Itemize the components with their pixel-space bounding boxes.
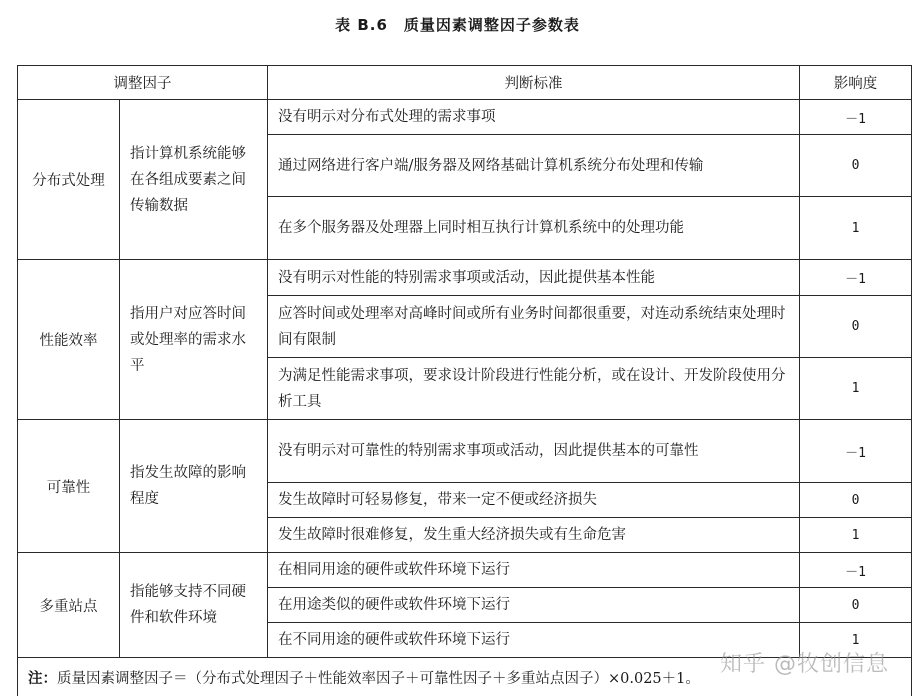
factor-definition: 指用户对应答时间或处理率的需求水平 bbox=[120, 260, 268, 420]
impact-cell: －1 bbox=[800, 260, 912, 296]
note-text: 质量因素调整因子＝（分布式处理因子＋性能效率因子＋可靠性因子＋多重站点因子）×0.025＋1。 bbox=[57, 670, 700, 687]
criterion-cell: 在相同用途的硬件或软件环境下运行 bbox=[268, 553, 800, 588]
factor-definition: 指能够支持不同硬件和软件环境 bbox=[120, 553, 268, 658]
criterion-cell: 发生故障时很难修复，发生重大经济损失或有生命危害 bbox=[268, 518, 800, 553]
criterion-cell: 没有明示对性能的特别需求事项或活动，因此提供基本性能 bbox=[268, 260, 800, 296]
impact-cell: 0 bbox=[800, 296, 912, 358]
impact-cell: 0 bbox=[800, 483, 912, 518]
table-row bbox=[18, 260, 912, 296]
impact-cell: －1 bbox=[800, 420, 912, 483]
criterion-cell: 没有明示对分布式处理的需求事项 bbox=[268, 100, 800, 135]
impact-cell: －1 bbox=[800, 553, 912, 588]
table-row bbox=[18, 100, 912, 135]
criterion-cell: 为满足性能需求事项，要求设计阶段进行性能分析，或在设计、开发阶段使用分析工具 bbox=[268, 358, 800, 420]
impact-cell: 1 bbox=[800, 197, 912, 260]
impact-cell: 1 bbox=[800, 518, 912, 553]
note-label: 注： bbox=[28, 669, 57, 687]
criterion-cell: 发生故障时可轻易修复，带来一定不便或经济损失 bbox=[268, 483, 800, 518]
factor-name: 分布式处理 bbox=[18, 100, 120, 260]
header-adjustment-factor: 调整因子 bbox=[18, 66, 268, 100]
impact-cell: －1 bbox=[800, 100, 912, 135]
criterion-cell: 应答时间或处理率对高峰时间或所有业务时间都很重要，对连动系统结束处理时间有限制 bbox=[268, 296, 800, 358]
criterion-cell: 在多个服务器及处理器上同时相互执行计算机系统中的处理功能 bbox=[268, 197, 800, 260]
header-row bbox=[18, 66, 912, 100]
header-impact: 影响度 bbox=[800, 66, 912, 100]
impact-cell: 0 bbox=[800, 588, 912, 623]
factor-name: 多重站点 bbox=[18, 553, 120, 658]
parameter-table bbox=[17, 65, 912, 696]
factor-definition: 指发生故障的影响程度 bbox=[120, 420, 268, 553]
factor-name: 性能效率 bbox=[18, 260, 120, 420]
criterion-cell: 通过网络进行客户端/服务器及网络基础计算机系统分布处理和传输 bbox=[268, 135, 800, 197]
criterion-cell: 没有明示对可靠性的特别需求事项或活动，因此提供基本的可靠性 bbox=[268, 420, 800, 483]
factor-name: 可靠性 bbox=[18, 420, 120, 553]
table-title: 表 B.6 质量因素调整因子参数表 bbox=[335, 16, 580, 34]
impact-cell: 0 bbox=[800, 135, 912, 197]
impact-cell: 1 bbox=[800, 623, 912, 658]
impact-cell: 1 bbox=[800, 358, 912, 420]
watermark: 知乎 @牧创信息 bbox=[720, 652, 889, 677]
header-criteria: 判断标准 bbox=[268, 66, 800, 100]
table-row bbox=[18, 420, 912, 483]
criterion-cell: 在用途类似的硬件或软件环境下运行 bbox=[268, 588, 800, 623]
criterion-cell: 在不同用途的硬件或软件环境下运行 bbox=[268, 623, 800, 658]
table-row bbox=[18, 553, 912, 588]
factor-definition: 指计算机系统能够在各组成要素之间传输数据 bbox=[120, 100, 268, 260]
